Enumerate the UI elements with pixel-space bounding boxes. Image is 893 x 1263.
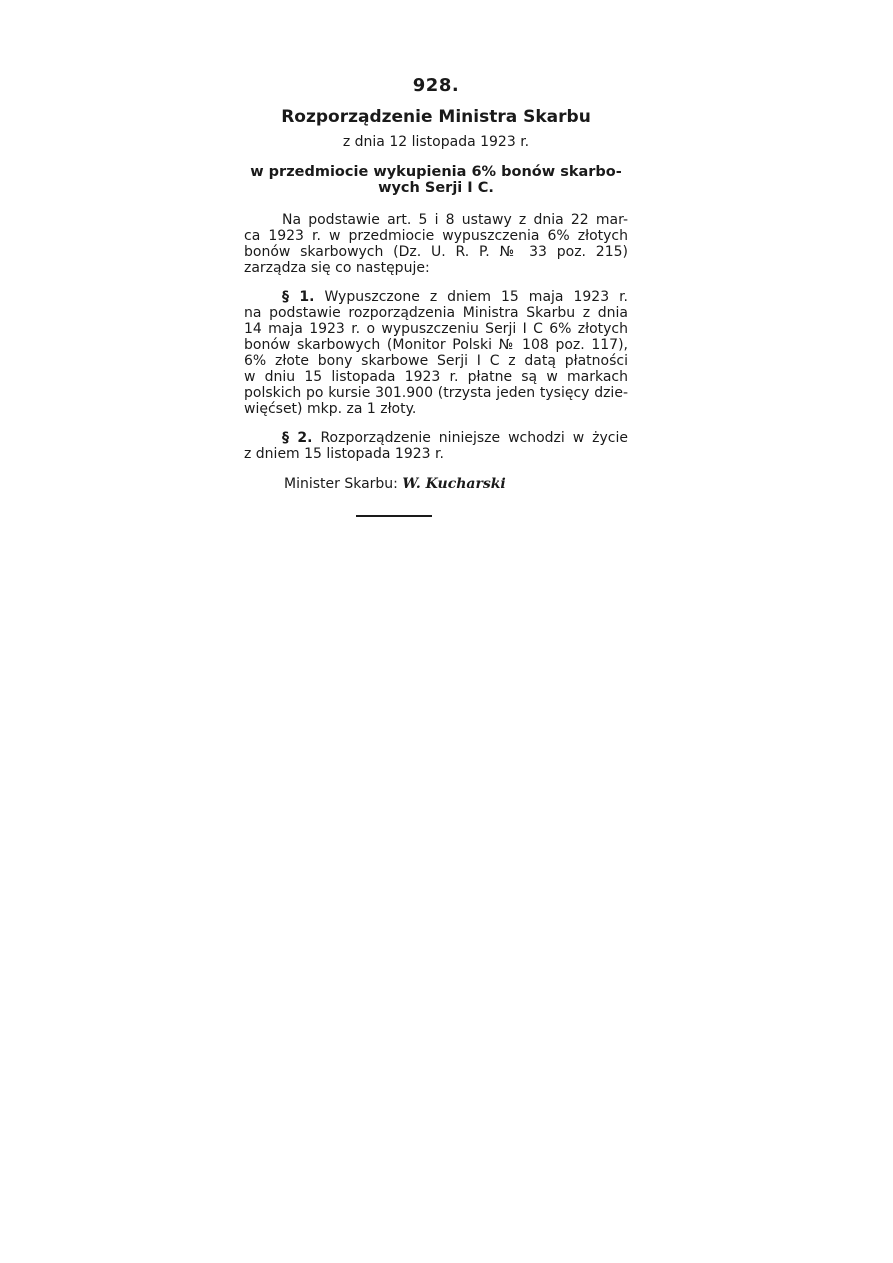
section-2-first-text: Rozporządzenie niniejsze wchodzi w życie — [320, 430, 629, 446]
section-1-line: 6% złote bony skarbowe Serji I C z datą płatności — [244, 353, 628, 369]
preamble-line: bonów skarbowych (Dz. U. R. P. № 33 poz. 215) — [244, 244, 628, 260]
section-1-first-line — [244, 289, 628, 305]
preamble-line: ca 1923 r. w przedmiocie wypuszczenia 6% złotych — [244, 228, 628, 244]
signature-name: W. Kucharski — [402, 476, 506, 492]
section-2-line: z dniem 15 listopada 1923 r. — [244, 446, 444, 462]
document-subject — [244, 164, 628, 196]
section-2-first-line — [244, 430, 628, 446]
signature-label: Minister Skarbu: — [284, 476, 398, 492]
section-1-line: w dniu 15 listopada 1923 r. płatne są w markach — [244, 369, 628, 385]
section-2-mark: § 2. — [282, 430, 313, 446]
document-title: Rozporządzenie Ministra Skarbu — [281, 107, 591, 127]
section-1-mark: § 1. — [282, 289, 315, 305]
signature-block — [244, 475, 628, 493]
section-2-paragraph — [244, 430, 628, 462]
preamble-line: zarządza się co następuje: — [244, 260, 430, 276]
section-1-paragraph — [244, 289, 628, 417]
preamble-paragraph — [244, 212, 628, 276]
preamble-line: Na podstawie art. 5 i 8 ustawy z dnia 22 mar- — [282, 212, 628, 228]
subject-line: wych Serji I C. — [378, 180, 494, 196]
section-1-line: 14 maja 1923 r. o wypuszczeniu Serji I C 6% złotych — [244, 321, 628, 337]
section-1-line: na podstawie rozporządzenia Ministra Skarbu z dnia — [244, 305, 628, 321]
end-divider — [356, 515, 432, 517]
subject-line: w przedmiocie wykupienia 6% bonów skarbo- — [250, 164, 622, 180]
document-date: z dnia 12 listopada 1923 r. — [342, 134, 530, 150]
section-1-line: więćset) mkp. za 1 złoty. — [244, 401, 417, 417]
document-page — [244, 74, 628, 517]
section-1-line: polskich po kursie 301.900 (trzysta jeden tysięcy dzie- — [244, 385, 628, 401]
document-number: 928. — [412, 75, 460, 96]
section-1-line: bonów skarbowych (Monitor Polski № 108 poz. 117), — [244, 337, 628, 353]
section-1-first-text: Wypuszczone z dniem 15 maja 1923 r. — [324, 289, 628, 305]
